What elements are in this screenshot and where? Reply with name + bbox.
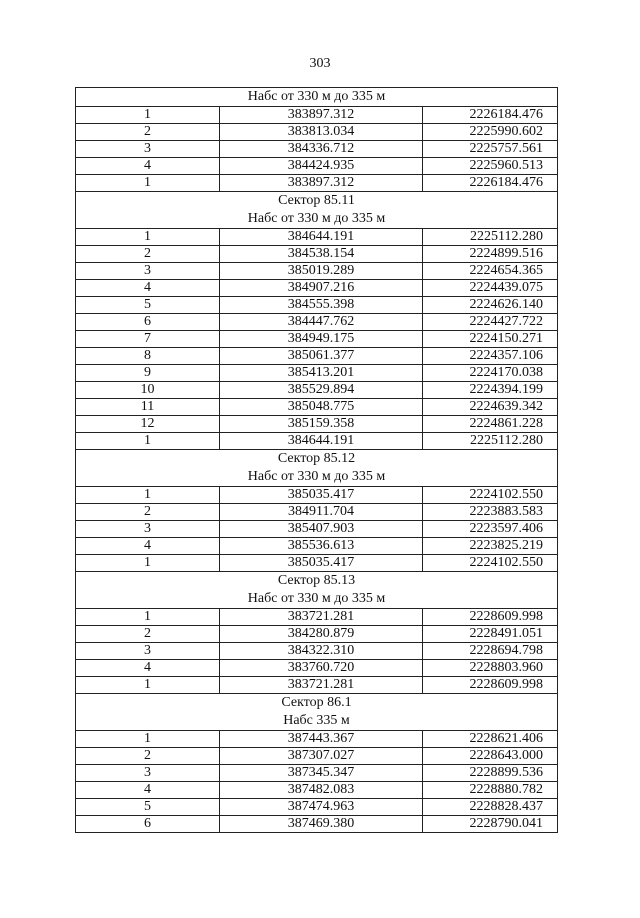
y-coordinate-cell: 2228694.798 bbox=[423, 643, 558, 660]
table-row bbox=[76, 504, 558, 521]
table-row bbox=[76, 263, 558, 280]
section-header bbox=[76, 694, 558, 731]
table-row bbox=[76, 765, 558, 782]
point-number-cell: 2 bbox=[76, 504, 220, 521]
table-row bbox=[76, 297, 558, 314]
sector-title: Сектор 85.12 bbox=[277, 451, 356, 466]
table-row bbox=[76, 280, 558, 297]
y-coordinate-cell: 2223597.406 bbox=[423, 521, 558, 538]
y-coordinate-cell: 2225112.280 bbox=[423, 229, 558, 246]
x-coordinate-cell: 385407.903 bbox=[220, 521, 423, 538]
coordinates-table-body bbox=[76, 88, 558, 833]
y-coordinate-cell: 2228621.406 bbox=[423, 731, 558, 748]
height-range-label: Набс 335 м bbox=[283, 713, 350, 728]
height-range-label: Набс от 330 м до 335 м bbox=[247, 469, 386, 484]
table-row bbox=[76, 521, 558, 538]
table-row bbox=[76, 107, 558, 124]
point-number-cell: 6 bbox=[76, 816, 220, 833]
table-row bbox=[76, 799, 558, 816]
sector-title: Сектор 86.1 bbox=[281, 695, 352, 710]
table-row bbox=[76, 229, 558, 246]
point-number-cell: 1 bbox=[76, 175, 220, 192]
y-coordinate-cell: 2224639.342 bbox=[423, 399, 558, 416]
section-header-row bbox=[76, 192, 558, 229]
coordinates-table bbox=[75, 87, 558, 833]
x-coordinate-cell: 385019.289 bbox=[220, 263, 423, 280]
x-coordinate-cell: 385035.417 bbox=[220, 555, 423, 572]
point-number-cell: 2 bbox=[76, 124, 220, 141]
point-number-cell: 12 bbox=[76, 416, 220, 433]
point-number-cell: 2 bbox=[76, 246, 220, 263]
point-number-cell: 1 bbox=[76, 433, 220, 450]
table-row bbox=[76, 660, 558, 677]
y-coordinate-cell: 2228899.536 bbox=[423, 765, 558, 782]
section-header bbox=[76, 88, 558, 107]
point-number-cell: 3 bbox=[76, 765, 220, 782]
point-number-cell: 1 bbox=[76, 555, 220, 572]
x-coordinate-cell: 385048.775 bbox=[220, 399, 423, 416]
y-coordinate-cell: 2228790.041 bbox=[423, 816, 558, 833]
y-coordinate-cell: 2225960.513 bbox=[423, 158, 558, 175]
section-header-row bbox=[76, 572, 558, 609]
x-coordinate-cell: 387443.367 bbox=[220, 731, 423, 748]
table-row bbox=[76, 643, 558, 660]
point-number-cell: 1 bbox=[76, 487, 220, 504]
x-coordinate-cell: 384424.935 bbox=[220, 158, 423, 175]
height-range-label: Набс от 330 м до 335 м bbox=[247, 591, 386, 606]
section-header-row bbox=[76, 88, 558, 107]
y-coordinate-cell: 2228643.000 bbox=[423, 748, 558, 765]
table-row bbox=[76, 141, 558, 158]
x-coordinate-cell: 387474.963 bbox=[220, 799, 423, 816]
point-number-cell: 5 bbox=[76, 799, 220, 816]
y-coordinate-cell: 2224654.365 bbox=[423, 263, 558, 280]
y-coordinate-cell: 2224357.106 bbox=[423, 348, 558, 365]
x-coordinate-cell: 383760.720 bbox=[220, 660, 423, 677]
table-row bbox=[76, 382, 558, 399]
x-coordinate-cell: 383897.312 bbox=[220, 107, 423, 124]
point-number-cell: 11 bbox=[76, 399, 220, 416]
x-coordinate-cell: 383897.312 bbox=[220, 175, 423, 192]
y-coordinate-cell: 2228609.998 bbox=[423, 677, 558, 694]
x-coordinate-cell: 385413.201 bbox=[220, 365, 423, 382]
y-coordinate-cell: 2225757.561 bbox=[423, 141, 558, 158]
point-number-cell: 1 bbox=[76, 229, 220, 246]
sector-title: Сектор 85.13 bbox=[277, 573, 356, 588]
y-coordinate-cell: 2225112.280 bbox=[423, 433, 558, 450]
section-header bbox=[76, 572, 558, 609]
section-header-row bbox=[76, 450, 558, 487]
table-row bbox=[76, 626, 558, 643]
point-number-cell: 10 bbox=[76, 382, 220, 399]
table-row bbox=[76, 538, 558, 555]
y-coordinate-cell: 2224439.075 bbox=[423, 280, 558, 297]
x-coordinate-cell: 385529.894 bbox=[220, 382, 423, 399]
x-coordinate-cell: 384644.191 bbox=[220, 229, 423, 246]
page-number: 303 bbox=[309, 56, 331, 71]
x-coordinate-cell: 384907.216 bbox=[220, 280, 423, 297]
point-number-cell: 6 bbox=[76, 314, 220, 331]
table-row bbox=[76, 816, 558, 833]
y-coordinate-cell: 2225990.602 bbox=[423, 124, 558, 141]
point-number-cell: 1 bbox=[76, 731, 220, 748]
table-row bbox=[76, 555, 558, 572]
x-coordinate-cell: 384911.704 bbox=[220, 504, 423, 521]
point-number-cell: 2 bbox=[76, 626, 220, 643]
point-number-cell: 1 bbox=[76, 609, 220, 626]
point-number-cell: 3 bbox=[76, 521, 220, 538]
point-number-cell: 9 bbox=[76, 365, 220, 382]
point-number-cell: 4 bbox=[76, 660, 220, 677]
point-number-cell: 3 bbox=[76, 263, 220, 280]
y-coordinate-cell: 2228828.437 bbox=[423, 799, 558, 816]
point-number-cell: 4 bbox=[76, 782, 220, 799]
x-coordinate-cell: 385536.613 bbox=[220, 538, 423, 555]
x-coordinate-cell: 384949.175 bbox=[220, 331, 423, 348]
table-row bbox=[76, 731, 558, 748]
sector-title: Сектор 85.11 bbox=[278, 193, 355, 208]
table-row bbox=[76, 124, 558, 141]
x-coordinate-cell: 384538.154 bbox=[220, 246, 423, 263]
height-range-label: Набс от 330 м до 335 м bbox=[247, 89, 386, 104]
x-coordinate-cell: 384336.712 bbox=[220, 141, 423, 158]
y-coordinate-cell: 2226184.476 bbox=[423, 107, 558, 124]
y-coordinate-cell: 2224170.038 bbox=[423, 365, 558, 382]
height-range-label: Набс от 330 м до 335 м bbox=[247, 211, 386, 226]
table-row bbox=[76, 433, 558, 450]
y-coordinate-cell: 2228609.998 bbox=[423, 609, 558, 626]
point-number-cell: 1 bbox=[76, 677, 220, 694]
x-coordinate-cell: 383721.281 bbox=[220, 609, 423, 626]
x-coordinate-cell: 384644.191 bbox=[220, 433, 423, 450]
table-row bbox=[76, 399, 558, 416]
y-coordinate-cell: 2228491.051 bbox=[423, 626, 558, 643]
y-coordinate-cell: 2224394.199 bbox=[423, 382, 558, 399]
x-coordinate-cell: 384555.398 bbox=[220, 297, 423, 314]
point-number-cell: 7 bbox=[76, 331, 220, 348]
x-coordinate-cell: 387482.083 bbox=[220, 782, 423, 799]
point-number-cell: 4 bbox=[76, 538, 220, 555]
point-number-cell: 8 bbox=[76, 348, 220, 365]
table-row bbox=[76, 158, 558, 175]
point-number-cell: 1 bbox=[76, 107, 220, 124]
y-coordinate-cell: 2224427.722 bbox=[423, 314, 558, 331]
table-row bbox=[76, 416, 558, 433]
section-header bbox=[76, 192, 558, 229]
x-coordinate-cell: 385061.377 bbox=[220, 348, 423, 365]
point-number-cell: 5 bbox=[76, 297, 220, 314]
point-number-cell: 2 bbox=[76, 748, 220, 765]
table-row bbox=[76, 748, 558, 765]
x-coordinate-cell: 383721.281 bbox=[220, 677, 423, 694]
table-row bbox=[76, 609, 558, 626]
table-row bbox=[76, 782, 558, 799]
x-coordinate-cell: 385035.417 bbox=[220, 487, 423, 504]
table-row bbox=[76, 175, 558, 192]
x-coordinate-cell: 387307.027 bbox=[220, 748, 423, 765]
y-coordinate-cell: 2224150.271 bbox=[423, 331, 558, 348]
x-coordinate-cell: 383813.034 bbox=[220, 124, 423, 141]
table-row bbox=[76, 677, 558, 694]
y-coordinate-cell: 2228880.782 bbox=[423, 782, 558, 799]
x-coordinate-cell: 387469.380 bbox=[220, 816, 423, 833]
table-row bbox=[76, 246, 558, 263]
table-row bbox=[76, 487, 558, 504]
x-coordinate-cell: 384322.310 bbox=[220, 643, 423, 660]
x-coordinate-cell: 387345.347 bbox=[220, 765, 423, 782]
y-coordinate-cell: 2224861.228 bbox=[423, 416, 558, 433]
y-coordinate-cell: 2224102.550 bbox=[423, 487, 558, 504]
point-number-cell: 3 bbox=[76, 643, 220, 660]
section-header bbox=[76, 450, 558, 487]
y-coordinate-cell: 2224626.140 bbox=[423, 297, 558, 314]
x-coordinate-cell: 385159.358 bbox=[220, 416, 423, 433]
section-header-row bbox=[76, 694, 558, 731]
y-coordinate-cell: 2224102.550 bbox=[423, 555, 558, 572]
table-row bbox=[76, 314, 558, 331]
y-coordinate-cell: 2228803.960 bbox=[423, 660, 558, 677]
y-coordinate-cell: 2226184.476 bbox=[423, 175, 558, 192]
y-coordinate-cell: 2223825.219 bbox=[423, 538, 558, 555]
x-coordinate-cell: 384447.762 bbox=[220, 314, 423, 331]
table-row bbox=[76, 348, 558, 365]
y-coordinate-cell: 2224899.516 bbox=[423, 246, 558, 263]
point-number-cell: 3 bbox=[76, 141, 220, 158]
table-row bbox=[76, 365, 558, 382]
y-coordinate-cell: 2223883.583 bbox=[423, 504, 558, 521]
x-coordinate-cell: 384280.879 bbox=[220, 626, 423, 643]
table-row bbox=[76, 331, 558, 348]
point-number-cell: 4 bbox=[76, 280, 220, 297]
point-number-cell: 4 bbox=[76, 158, 220, 175]
